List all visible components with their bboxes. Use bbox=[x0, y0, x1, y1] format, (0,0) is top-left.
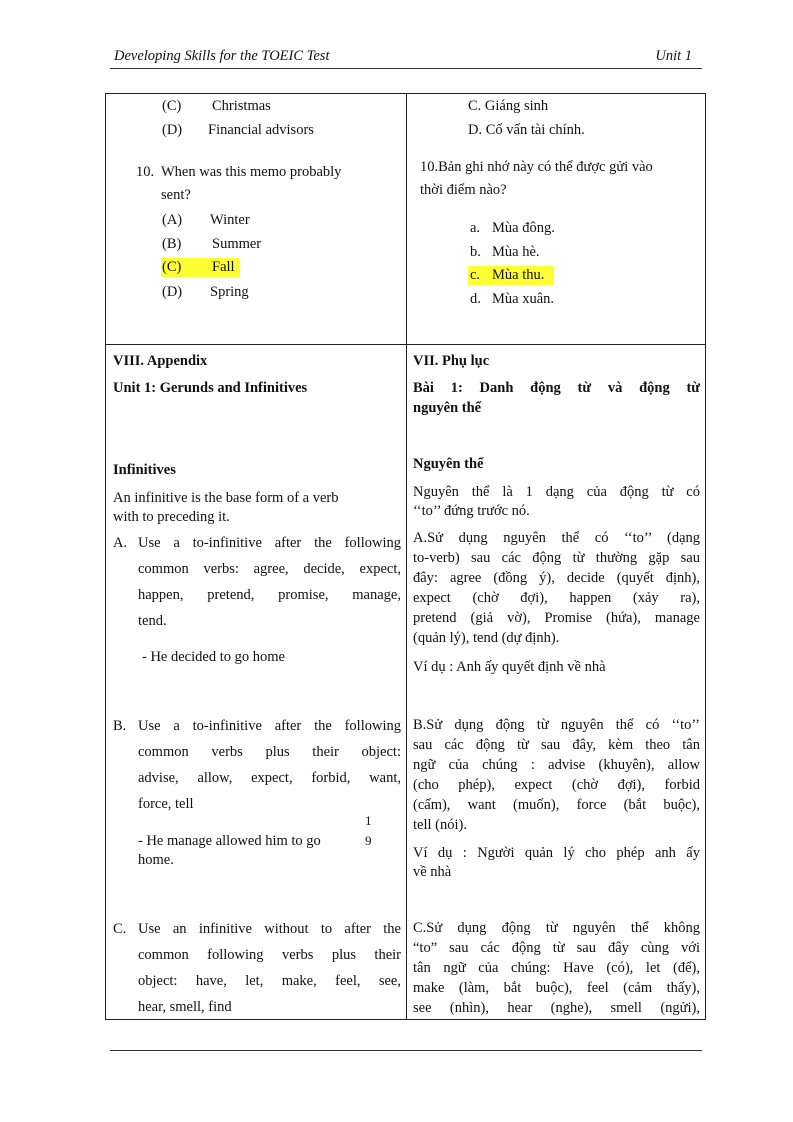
vn-unit-title-line2: nguyên thể bbox=[413, 400, 482, 416]
unit-label: Unit 1 bbox=[655, 48, 692, 64]
vn-rule-c-line1: C.Sử dụng động từ nguyên thể không bbox=[413, 920, 700, 936]
rule-b-line4: force, tell bbox=[138, 796, 194, 812]
vn-rule-b-example-line1: Ví dụ : Người quản lý cho phép anh ấy bbox=[413, 845, 700, 861]
page-header bbox=[110, 46, 702, 69]
rule-c-line3: object: have, let, make, feel, see, bbox=[138, 973, 401, 989]
vn-rule-b-line4: (cho phép), expect (chờ đợi), forbid bbox=[413, 777, 700, 793]
vn-rule-b-line6: tell (nói). bbox=[413, 817, 467, 833]
vn-rule-b-example-line2: về nhà bbox=[413, 864, 452, 880]
vn-q10-option-d-text: Mùa xuân. bbox=[492, 291, 555, 307]
vn-q10-option-c-text: Mùa thu. bbox=[492, 267, 545, 283]
vn-rule-b-line2: sau các động từ sau đây, kèm theo tân bbox=[413, 737, 700, 753]
vn-rule-b-line3: ngữ của chúng : advise (khuyên), allow bbox=[413, 757, 700, 773]
vn-rule-c-line5: see (nhìn), hear (nghe), smell (ngửi), bbox=[413, 1000, 700, 1016]
vn-q10-option-a-text: Mùa đông. bbox=[492, 220, 555, 236]
q9-option-c-text: Christmas bbox=[212, 98, 271, 114]
vn-rule-b-line1: B.Sử dụng động từ nguyên thể có ‘‘to’’ bbox=[413, 717, 700, 733]
rule-a-letter: A. bbox=[113, 535, 128, 551]
q10-option-a-text: Winter bbox=[210, 212, 250, 228]
q9-option-c-letter: (C) bbox=[162, 98, 182, 114]
rule-a-line1: Use a to-infinitive after the following bbox=[138, 535, 401, 551]
row-divider bbox=[106, 344, 705, 345]
rule-a-example: - He decided to go home bbox=[142, 649, 285, 665]
vn-rule-c-line3: tân ngữ của chúng: Have (có), let (để), bbox=[413, 960, 700, 976]
q10-question-line2: sent? bbox=[161, 187, 191, 203]
rule-b-example-line1: - He manage allowed him to go bbox=[138, 833, 321, 849]
vn-rule-a-line5: pretend (giả vờ), Promise (hứa), manage bbox=[413, 610, 700, 626]
vn-definition-line2: ‘‘to’’ đứng trước nó. bbox=[413, 503, 530, 519]
vn-q10-option-d-letter: d. bbox=[470, 291, 481, 307]
content-table bbox=[105, 93, 706, 1020]
book-title: Developing Skills for the TOEIC Test bbox=[114, 48, 330, 64]
q9-option-d-letter: (D) bbox=[162, 122, 183, 138]
vn-rule-a-line6: (quản lý), tend (dự định). bbox=[413, 630, 560, 646]
column-divider bbox=[406, 94, 407, 1019]
rule-b-line1: Use a to-infinitive after the following bbox=[138, 718, 401, 734]
vn-unit-title-line1: Bài 1: Danh động từ và động từ bbox=[413, 380, 700, 396]
infinitives-heading: Infinitives bbox=[113, 462, 176, 478]
vn-q10-option-b-letter: b. bbox=[470, 244, 481, 260]
footer-rule bbox=[110, 1050, 702, 1051]
rule-c-line1: Use an infinitive without to after the bbox=[138, 921, 401, 937]
vn-appendix-heading: VII. Phụ lục bbox=[413, 353, 490, 369]
vn-rule-a-line1: A.Sử dụng nguyên thể có ‘‘to’’ (dạng bbox=[413, 530, 700, 546]
q10-option-c-letter: (C) bbox=[162, 259, 182, 275]
vn-q10-option-b-text: Mùa hè. bbox=[492, 244, 540, 260]
q10-option-a-letter: (A) bbox=[162, 212, 183, 228]
rule-a-line4: tend. bbox=[138, 613, 167, 629]
infinitive-definition-line1: An infinitive is the base form of a verb bbox=[113, 490, 339, 506]
page-number-digit1: 1 bbox=[365, 813, 372, 828]
q10-option-b-text: Summer bbox=[212, 236, 262, 252]
vn-infinitives-heading: Nguyên thể bbox=[413, 456, 484, 472]
vn-q10-option-a-letter: a. bbox=[470, 220, 481, 236]
page-number-digit2: 9 bbox=[365, 833, 372, 848]
rule-c-letter: C. bbox=[113, 921, 127, 937]
q10-option-c-text: Fall bbox=[212, 259, 235, 275]
appendix-heading: VIII. Appendix bbox=[113, 353, 208, 369]
vn-q9-option-c: C. Giáng sinh bbox=[468, 98, 549, 114]
q10-option-b-letter: (B) bbox=[162, 236, 182, 252]
q10-number: 10. bbox=[136, 164, 155, 180]
rule-b-letter: B. bbox=[113, 718, 127, 734]
unit-title: Unit 1: Gerunds and Infinitives bbox=[113, 380, 308, 396]
vn-definition-line1: Nguyên thể là 1 dạng của động từ có bbox=[413, 484, 700, 500]
vn-q10-option-c-letter: c. bbox=[470, 267, 481, 283]
q10-question-line1: When was this memo probably bbox=[161, 164, 342, 180]
q9-option-d-text: Financial advisors bbox=[208, 122, 314, 138]
vn-rule-a-example: Ví dụ : Anh ấy quyết định về nhà bbox=[413, 659, 606, 675]
vn-rule-b-line5: (cấm), want (muốn), force (bắt buộc), bbox=[413, 797, 700, 813]
rule-c-line4: hear, smell, find bbox=[138, 999, 232, 1015]
rule-b-line3: advise, allow, expect, forbid, want, bbox=[138, 770, 401, 786]
vn-rule-c-line2: “to” sau các động từ sau đây cùng với bbox=[413, 940, 700, 956]
infinitive-definition-line2: with to preceding it. bbox=[113, 509, 230, 525]
vn-rule-a-line4: expect (chờ đợi), happen (xảy ra), bbox=[413, 590, 700, 606]
vn-rule-a-line3: đây: agree (đồng ý), decide (quyết định), bbox=[413, 570, 700, 586]
vn-q9-option-d: D. Cố vấn tài chính. bbox=[468, 122, 585, 138]
rule-b-example-line2: home. bbox=[138, 852, 174, 868]
vn-rule-c-line4: make (làm, bắt buộc), feel (cảm thấy), bbox=[413, 980, 700, 996]
rule-b-line2: common verbs plus their object: bbox=[138, 744, 401, 760]
rule-a-line2: common verbs: agree, decide, expect, bbox=[138, 561, 401, 577]
rule-c-line2: common following verbs plus their bbox=[138, 947, 401, 963]
q10-option-d-text: Spring bbox=[210, 284, 249, 300]
rule-a-line3: happen, pretend, promise, manage, bbox=[138, 587, 401, 603]
vn-q10-line2: thời điểm nào? bbox=[420, 182, 507, 198]
vn-q10-line1: 10.Bản ghi nhớ này có thể được gửi vào bbox=[420, 159, 653, 175]
q10-option-d-letter: (D) bbox=[162, 284, 183, 300]
vn-rule-a-line2: to-verb) sau các động từ thường gặp sau bbox=[413, 550, 700, 566]
